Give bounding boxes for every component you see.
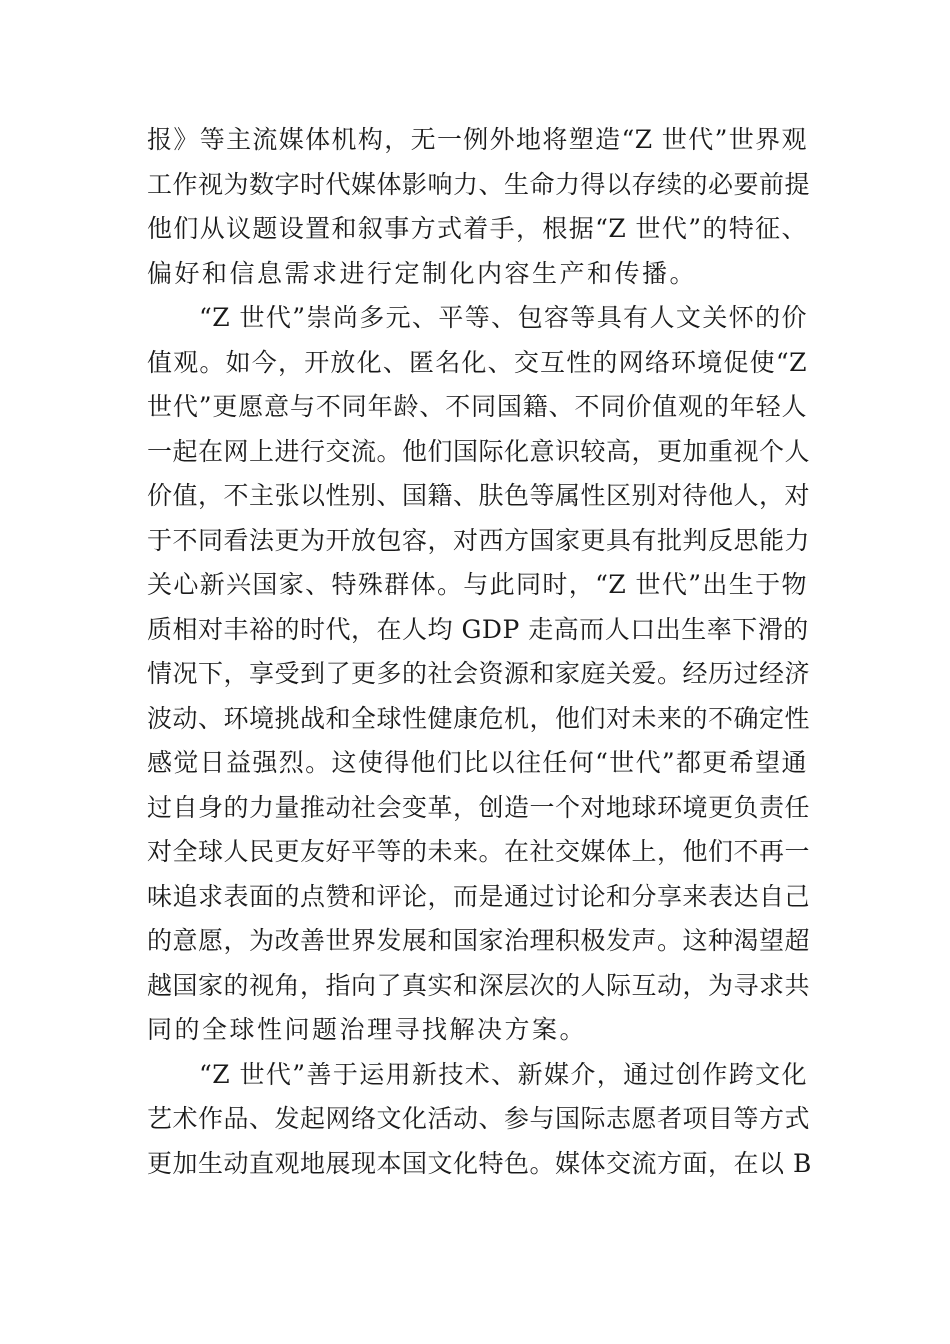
text-line: 于不同看法更为开放包容，对西方国家更具有批判反思能力 — [147, 525, 811, 555]
text-line: 同的全球性问题治理寻找解决方案。 — [147, 1015, 588, 1044]
text-line: 偏好和信息需求进行定制化内容生产和传播。 — [147, 258, 698, 288]
text-line: 波动、环境挑战和全球性健康危机，他们对未来的不确定性 — [147, 703, 811, 733]
body-text — [147, 118, 812, 1186]
text-line: 味追求表面的点赞和评论，而是通过讨论和分享来表达自己 — [147, 881, 811, 911]
text-line: 感觉日益强烈。这使得他们比以往任何“世代”都更希望通 — [147, 748, 807, 777]
text-line: 世代”更愿意与不同年龄、不同国籍、不同价值观的年轻人 — [147, 392, 807, 421]
text-line: 价值，不主张以性别、国籍、肤色等属性区别对待他人，对 — [147, 481, 811, 510]
text-line: 过自身的力量推动社会变革，创造一个对地球环境更负责任 — [147, 792, 811, 822]
text-line: 值观。如今，开放化、匿名化、交互性的网络环境促使“Z — [147, 347, 807, 377]
text-line: 更加生动直观地展现本国文化特色。媒体交流方面，在以 B — [147, 1148, 812, 1178]
text-line: 越国家的视角，指向了真实和深层次的人际互动，为寻求共 — [147, 970, 811, 1000]
text-line: 一起在网上进行交流。他们国际化意识较高，更加重视个人 — [147, 436, 811, 466]
text-line: 对全球人民更友好平等的未来。在社交媒体上，他们不再一 — [147, 837, 811, 866]
text-line: 关心新兴国家、特殊群体。与此同时，“Z 世代”出生于物 — [147, 570, 807, 599]
paragraph-3 — [147, 1053, 812, 1187]
text-line: 情况下，享受到了更多的社会资源和家庭关爱。经历过经济 — [147, 659, 811, 688]
text-line: 报》等主流媒体机构，无一例外地将塑造“Z 世代”世界观 — [147, 125, 807, 154]
text-line: “Z 世代”善于运用新技术、新媒介，通过创作跨文化 — [199, 1059, 807, 1089]
text-line: 的意愿，为改善世界发展和国家治理积极发声。这种渴望超 — [147, 926, 811, 955]
text-line: 艺术作品、发起网络文化活动、参与国际志愿者项目等方式 — [147, 1104, 811, 1133]
text-line: 他们从议题设置和叙事方式着手，根据“Z 世代”的特征、 — [147, 214, 807, 243]
paragraph-1 — [147, 118, 811, 296]
paragraph-2 — [147, 296, 811, 1053]
text-line: 质相对丰裕的时代，在人均 GDP 走高而人口出生率下滑的 — [147, 614, 809, 644]
text-line: 工作视为数字时代媒体影响力、生命力得以存续的必要前提 — [147, 169, 811, 199]
text-line: “Z 世代”崇尚多元、平等、包容等具有人文关怀的价 — [199, 303, 807, 332]
